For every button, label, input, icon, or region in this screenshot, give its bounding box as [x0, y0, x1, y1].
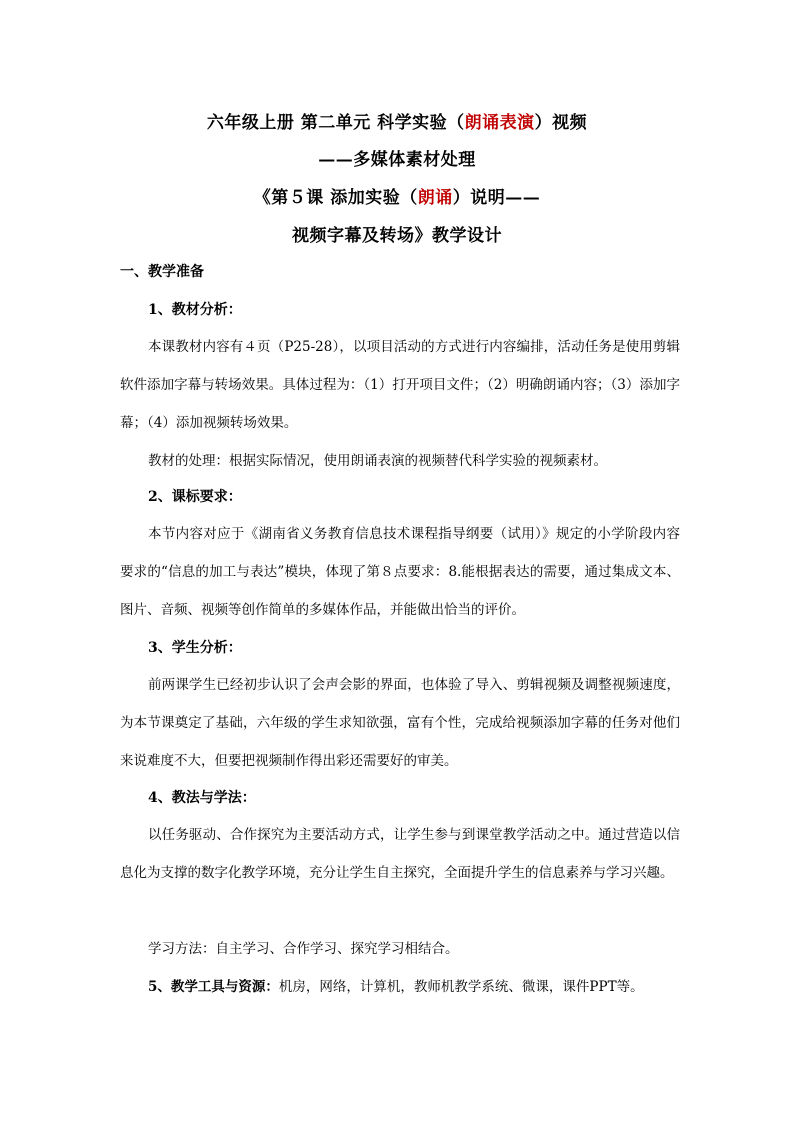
paragraph-curriculum-requirements: 本节内容对应于《湖南省义务教育信息技术课程指导纲要（试用）》规定的小学阶段内容要求的“信息的加工与表达”模块，体现了第８点要求：8.能根据表达的需要，通过集成文本、图片、音频、视频等创作简单的多媒体作品，并能做出恰当的评价。: [120, 526, 680, 618]
title-line-3-start: 《第５课 添加实验（: [253, 188, 418, 208]
teaching-tools-label: 5、教学工具与资源：: [148, 979, 279, 995]
subheading-textbook-analysis: 1、教材分析：: [148, 302, 242, 318]
paragraph-teaching-methods: 以任务驱动、合作探究为主要活动方式，让学生参与到课堂教学活动之中。通过营造以信息化为支撑的数字化教学环境，充分让学生自主探究，全面提升学生的信息素养与学习兴趣。: [120, 827, 680, 881]
subheading-curriculum-requirements: 2、课标要求：: [148, 489, 242, 505]
title-line-3: [0, 183, 794, 208]
teaching-tools-text: 机房，网络，计算机，教师机教学系统、微课，课件PPT等。: [278, 979, 644, 995]
title-line-3-end: ）说明——: [452, 188, 541, 208]
title-line-1-start: 六年级上册 第二单元 科学实验（: [206, 113, 465, 133]
title-line-4: 视频字幕及转场》教学设计: [292, 226, 502, 246]
subheading-student-analysis: 3、学生分析：: [148, 640, 242, 656]
paragraph-textbook-content: 本课教材内容有４页（P25-28），以项目活动的方式进行内容编排，活动任务是使用剪辑软件添加字幕与转场效果。具体过程为：（1）打开项目文件；（2）明确朗诵内容；（3）添加字幕；（4）添加视频转场效果。: [120, 339, 680, 431]
title-line-3-highlight: 朗诵: [417, 188, 453, 208]
title-line-1-highlight: 朗诵表演: [464, 113, 535, 133]
title-line-1: [0, 108, 794, 133]
paragraph-teaching-tools: [120, 968, 680, 1006]
title-line-1-end: ）视频: [534, 113, 588, 133]
paragraph-textbook-handling: 教材的处理：根据实际情况，使用朗诵表演的视频替代科学实验的视频素材。: [148, 453, 607, 469]
section-heading-preparation: 一、教学准备: [120, 264, 204, 280]
paragraph-learning-methods: 学习方法：自主学习、合作学习、探究学习相结合。: [148, 941, 459, 957]
title-line-2: ——多媒体素材处理: [318, 150, 476, 170]
paragraph-student-analysis: 前两课学生已经初步认识了会声会影的界面，也体验了导入、剪辑视频及调整视频速度，为本节课奠定了基础，六年级的学生求知欲强，富有个性，完成给视频添加字幕的任务对他们来说难度不大，但要把视频制作得出彩还需要好的审美。: [120, 677, 680, 769]
subheading-teaching-methods: 4、教法与学法：: [148, 790, 256, 806]
